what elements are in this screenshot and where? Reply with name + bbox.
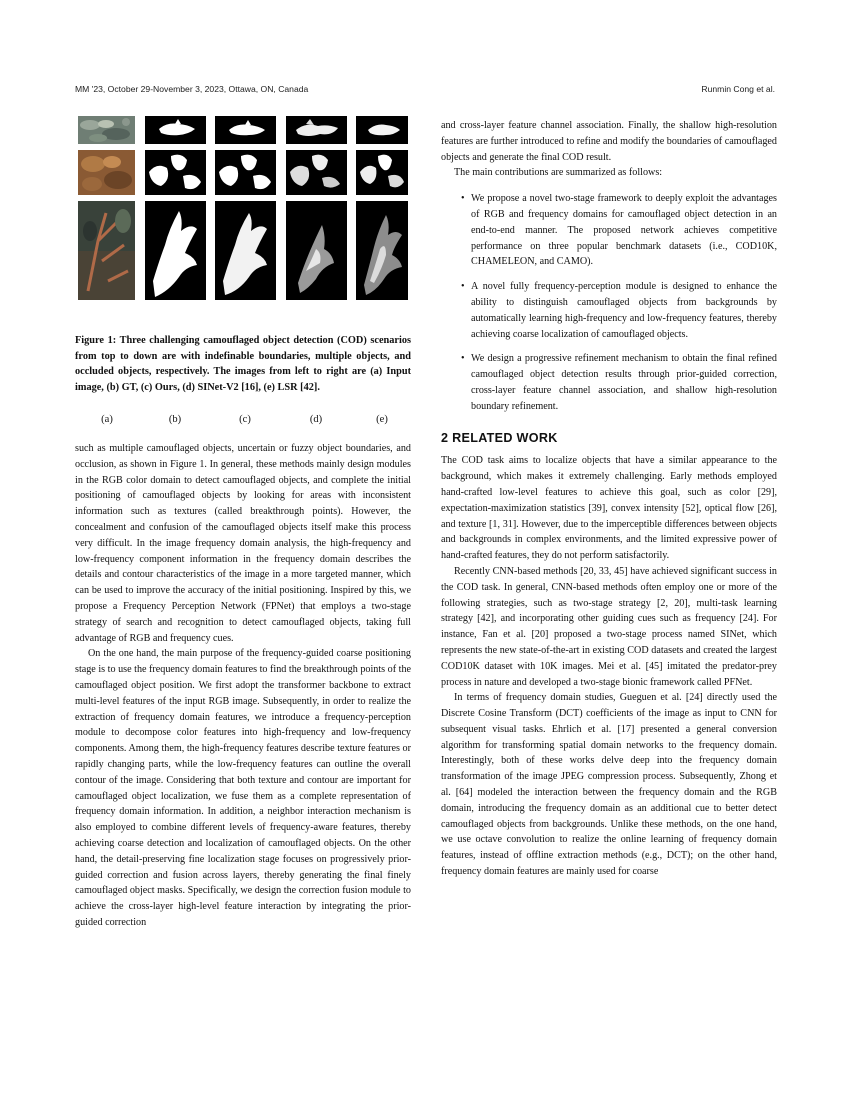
sinet-mask-row1: [286, 116, 347, 144]
contributions-list: [441, 191, 777, 414]
paragraph: The COD task aims to localize objects that have a similar appearance to the background, which makes it extremely challenging. Early methods employed hand-crafted low-level features to achieve this goal, such as color [29], expectation-maximization statistics [39], convex intensity [52], optical flow [26], and texture [1, 31]. However, due to the imperceptible differences between objects and backgrounds in complex environments, and the limited expressive power of hand-crafted features, they do not perform satisfactorily.: [441, 455, 777, 562]
label-c: (c): [239, 414, 251, 425]
section-heading: 2 RELATED WORK: [441, 430, 558, 445]
contributions-intro: The main contributions are summarized as follows:: [454, 167, 663, 179]
input-image-row3: [78, 201, 135, 300]
list-item: [441, 191, 777, 270]
paragraph: On the one hand, the main purpose of the frequency-guided coarse positioning stage is to use the frequency domain features to find the breakthrough points of the camouflaged object position. We first adopt the transformer backbone to extract multi-level features of the input RGB image. Subsequently, in order to realize the extraction of frequency domain features, we introduce a frequency-perception module to decompose color features into high-frequency and low-frequency components. Among them, the high-frequency features describe texture features or rapidly changing parts, while the low-frequency features can outline the overall contour of the image. Considering that both texture and contour are important for camouflaged object localization, we fuse them as a complete representation of frequency domain information. In addition, a neighbor interaction mechanism is also employed to combine different levels of frequency-aware features, thereby achieving coarse detection and localization of camouflaged objects. On the other hand, the detail-preserving fine localization stage focuses on progressively prior-guided correction and fusion across layers, thereby generating the final finely camouflaged object masks. Specifically, we design the correction fusion module to achieve the cross-layer high-level feature interaction by integrating the prior-guided correction: [75, 648, 411, 928]
ours-mask-row1: [215, 116, 276, 144]
running-header: [75, 84, 775, 98]
input-image-row2: [78, 150, 135, 195]
paragraph: and cross-layer feature channel association. Finally, the shallow high-resolution features are further introduced to refine and modify the boundaries of camouflaged objects and generate the final COD result.: [441, 120, 777, 163]
bullet-text: A novel fully frequency-perception module is designed to enhance the ability to distinguish camouflaged objects from backgrounds by automatically learning high-frequency and low-frequency features, thereby achieving coarse localization of camouflaged objects.: [471, 281, 777, 340]
lsr-mask-row1: [356, 116, 408, 144]
paragraph: In terms of frequency domain studies, Gueguen et al. [24] directly used the Discrete Cosine Transform (DCT) coefficients of the image as input to CNN for subsequent visual tasks. Ehrlich et al. [17] presented a general conversion algorithm for transforming spatial domain networks to the frequency domain. Interestingly, both of these works delve deep into the frequency domain transformation of the image JPEG compression process. Subsequently, Zhong et al. [64] modeled the interaction between the frequency domain and the RGB domain, introducing the frequency domain as an additional cue to better detect camouflaged objects from backgrounds. Unlike these methods, on the one hand, we use octave convolution to realize the online learning of frequency domain features, instead of offline extraction methods (e.g., DCT); on the other hand, frequency domain features are mainly used for coarse: [441, 692, 777, 878]
lsr-mask-row3: [356, 201, 408, 300]
list-item: [441, 279, 777, 342]
gt-mask-row2: [145, 150, 206, 195]
lsr-mask-row2: [356, 150, 408, 195]
right-column: [441, 118, 777, 880]
input-image-row1: [78, 116, 135, 144]
bullet-icon: •: [461, 281, 465, 293]
bullet-text: We propose a novel two-stage framework to deeply exploit the advantages of RGB and frequency domains for camouflaged object detection in an end-to-end manner. The proposed network achieves competitive performance on three popular benchmark datasets (i.e., COD10K, CHAMELEON, and CAMO).: [471, 193, 777, 268]
label-b: (b): [168, 414, 182, 425]
bullet-text: We design a progressive refinement mechanism to obtain the final refined camouflaged object detection results through prior-guided correction, cross-layer feature channel association, and shallow high-resolution boundary refinement.: [471, 353, 777, 412]
bullet-icon: •: [461, 193, 465, 205]
paragraph: such as multiple camouflaged objects, uncertain or fuzzy object boundaries, and occlusion, as shown in Figure 1. In general, these methods mainly design modules in the RGB color domain to detect camouflaged objects, and complete the initial positioning of camouflaged objects by looking for areas with inconsistent information such as textures (called breakthrough points). However, the concealment and confusion of the camouflaged objects itself make this process very difficult. In the image frequency domain analysis, the high-frequency and low-frequency component information in the frequency domain describes the details and contour characteristics of the image in a more targeted manner, which can be used to improve the accuracy of the initial positioning. Inspired by this, we propose a Frequency Perception Network (FPNet) that employs a two-stage strategy of search and recognition to detect camouflaged objects, taking full advantage of RGB and frequency cues.: [75, 443, 411, 644]
ours-mask-row3: [215, 201, 276, 300]
header-authors: Runmin Cong et al.: [701, 84, 775, 94]
ours-mask-row2: [215, 150, 276, 195]
left-column: [75, 441, 411, 931]
figure-caption: Figure 1: Three challenging camouflaged object detection (COD) scenarios from top to down are with indefinable boundaries, multiple objects, and occluded objects, respectively. The images from left to right are (a) Input image, (b) GT, (c) Ours, (d) SINet-V2 [16], (e) LSR [42].: [75, 335, 411, 393]
label-a: (a): [101, 414, 113, 425]
label-d: (d): [309, 414, 323, 425]
sinet-mask-row2: [286, 150, 347, 195]
header-venue: MM '23, October 29-November 3, 2023, Ottawa, ON, Canada: [75, 84, 309, 94]
label-e: (e): [376, 414, 388, 425]
paragraph: Recently CNN-based methods [20, 33, 45] have achieved significant success in the COD task. In general, CNN-based methods often employ one or more of the following strategies, such as two-stage strategy [2, 20], multi-task learning strategy [42], and incorporating other guiding cues such as frequency [24]. For instance, Fan et al. [20] proposed a two-stage process named SINet, which represents the new state-of-the-art in existing COD datasets and created the largest COD10K dataset with 10K images. Mei et al. [45] imitated the predator-prey process in nature and developed a two-stage bionic framework called PFNet.: [441, 565, 777, 688]
bullet-icon: •: [461, 353, 465, 365]
sinet-mask-row3: [286, 201, 347, 300]
list-item: [441, 351, 777, 414]
gt-mask-row1: [145, 116, 206, 144]
gt-mask-row3: [145, 201, 206, 300]
